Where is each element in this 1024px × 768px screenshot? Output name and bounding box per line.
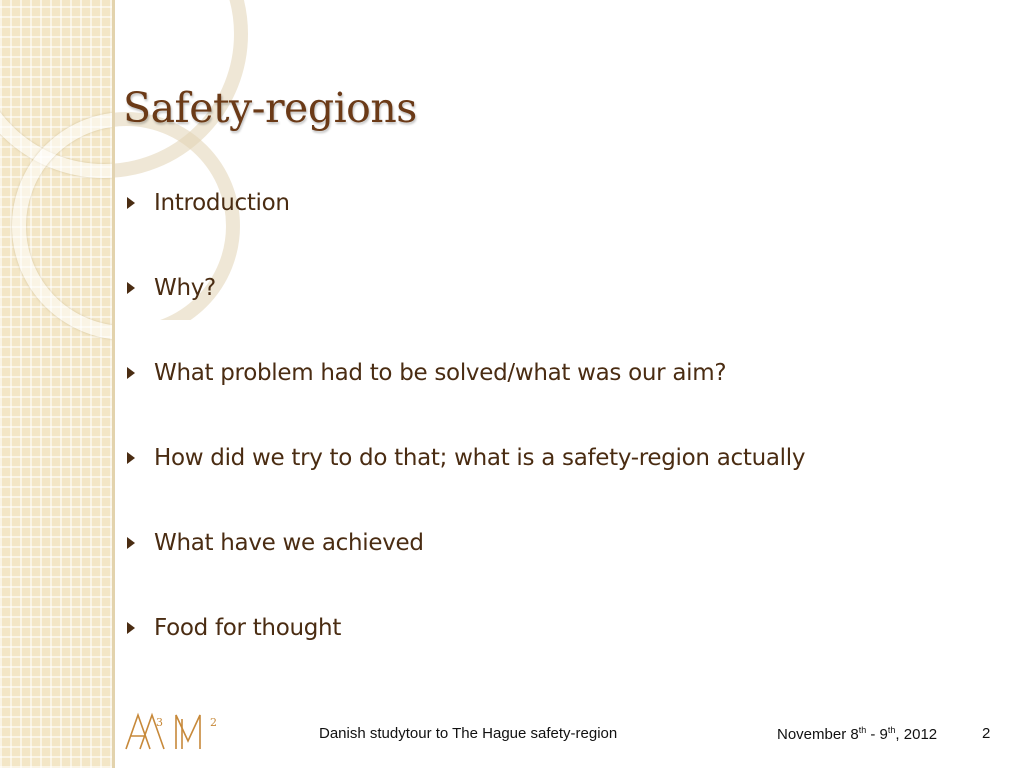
svg-text:2: 2 [210,716,217,729]
triangle-bullet-icon [127,622,135,634]
triangle-bullet-icon [127,282,135,294]
footer-date-mid: - 9 [866,726,888,743]
footer-date-month: November 8 [777,726,859,743]
footer-date-year: , 2012 [895,726,938,743]
footer-date-sup: th [887,725,896,735]
decorative-sidebar [0,0,112,768]
bullet-item [126,441,986,475]
page-number: 2 [982,725,991,742]
slide-title: Safety-regions [123,84,417,132]
a3m2-logo [124,709,236,753]
bullet-item [126,186,986,220]
triangle-bullet-icon [127,197,135,209]
bullet-text: Introduction [154,190,290,216]
triangle-bullet-icon [127,452,135,464]
triangle-bullet-icon [127,367,135,379]
bullet-text: Food for thought [154,615,342,641]
bullet-item [126,356,986,390]
bullet-text: What have we achieved [154,530,424,556]
footer-date [777,725,937,743]
bullet-text: Why? [154,275,216,301]
svg-text:3: 3 [156,716,163,729]
triangle-bullet-icon [127,537,135,549]
bullet-item [126,271,986,305]
bullet-text: What problem had to be solved/what was our aim? [154,360,727,386]
a3m2-logo-icon [124,709,236,753]
bullet-item [126,611,986,645]
bullet-text: How did we try to do that; what is a safety-region actually [154,445,806,471]
bullet-item [126,526,986,560]
footer-date-sup: th [858,725,867,735]
footer-title: Danish studytour to The Hague safety-region [319,725,618,742]
